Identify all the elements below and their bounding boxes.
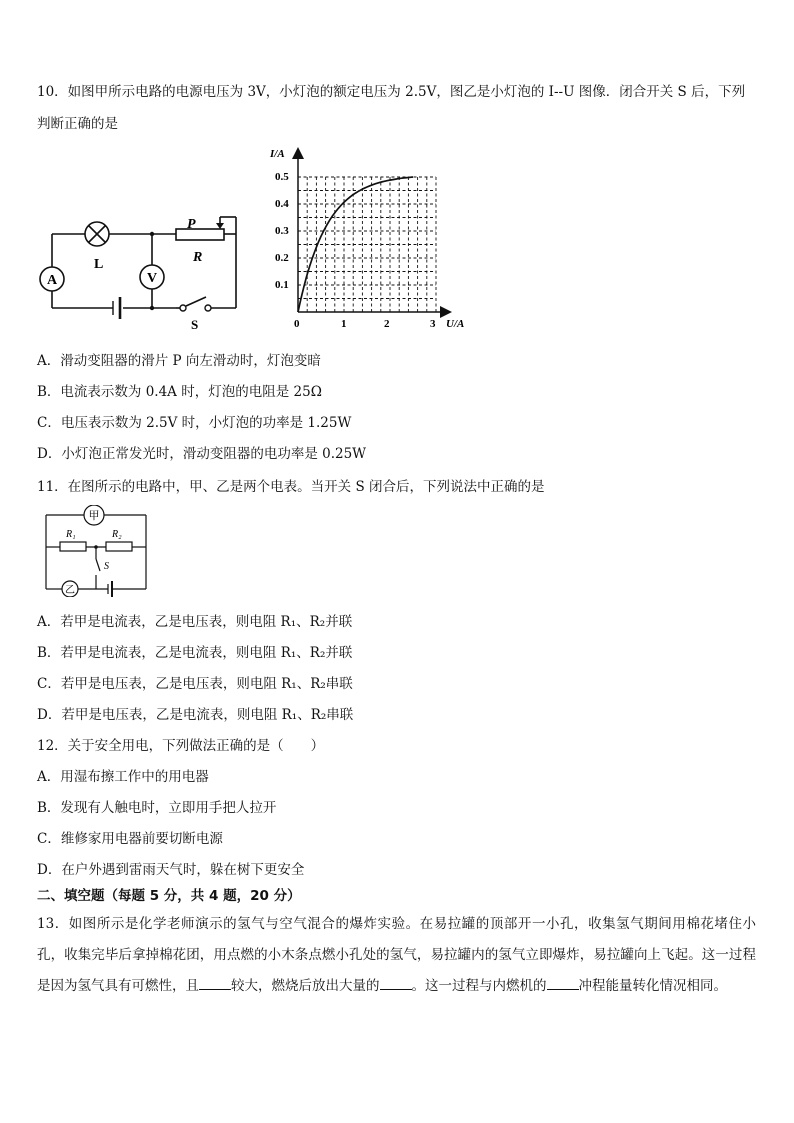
q11-circuit-diagram: [40, 505, 150, 597]
q10-stem-line2: 判断正确的是: [37, 116, 118, 132]
q10-option-d[interactable]: D．小灯泡正常发光时，滑动变阻器的电功率是 0.25W: [37, 446, 367, 462]
q13-blank-2[interactable]: [380, 975, 412, 990]
q12-option-a[interactable]: A．用湿布擦工作中的用电器: [37, 769, 209, 785]
q13-blank-3[interactable]: [547, 975, 579, 990]
y-axis-label: I/A: [270, 148, 285, 160]
q13-text-part3: 。这一过程与内燃机的: [411, 978, 547, 994]
q10-circuit-diagram: [36, 205, 246, 335]
q11-option-c[interactable]: C．若甲是电压表，乙是电压表，则电阻 R₁、R₂串联: [37, 676, 353, 692]
q10-stem-line1: 10．如图甲所示电路的电源电压为 3V，小灯泡的额定电压为 2.5V，图乙是小灯泡的 I--U 图像．闭合开关 S 后，下列: [37, 84, 746, 100]
y-tick-label: 0.4: [275, 198, 289, 210]
r2-label: R₂: [112, 529, 122, 540]
q11-option-b[interactable]: B．若甲是电流表，乙是电流表，则电阻 R₁、R₂并联: [37, 645, 353, 661]
section-heading: 二、填空题（每题 5 分，共 4 题，20 分）: [37, 888, 301, 904]
q12-option-b[interactable]: B．发现有人触电时，立即用手把人拉开: [37, 800, 277, 816]
q11-stem: 11．在图所示的电路中，甲、乙是两个电表。当开关 S 闭合后，下列说法中正确的是: [37, 479, 545, 495]
q10-iu-graph: [268, 145, 478, 335]
r1-label: R₁: [66, 529, 76, 540]
x-axis-label: U/A: [446, 318, 465, 330]
switch-label: S: [104, 561, 109, 572]
x-tick-label: 0: [294, 318, 300, 330]
meter-yi-label: 乙: [65, 585, 75, 596]
lamp-label: L: [94, 257, 104, 272]
meter-jia-label: 甲: [88, 510, 100, 522]
q13-stem: [37, 909, 756, 1002]
voltmeter-label: V: [146, 271, 158, 286]
slider-label: P: [187, 217, 196, 232]
x-tick-label: 1: [341, 318, 347, 330]
q11-option-d[interactable]: D．若甲是电压表，乙是电流表，则电阻 R₁、R₂串联: [37, 707, 354, 723]
q13-blank-1[interactable]: [199, 975, 231, 990]
x-tick-label: 2: [384, 318, 390, 330]
x-tick-label: 3: [430, 318, 436, 330]
q13-text-part1: 13．如图所示是化学老师演示的氢气与空气混合的爆炸实验。在易拉罐的顶部开一小孔，收集氢气期间用棉花堵住小孔，收集完毕后拿掉棉花团，用点燃的小木条点燃小孔处的氢气，易拉罐内的氢气立即爆炸，易拉罐向上飞起。这一过程是因为氢气具有可燃性，且: [37, 916, 756, 994]
q10-option-a[interactable]: A．滑动变阻器的滑片 P 向左滑动时，灯泡变暗: [37, 353, 321, 369]
q13-text-part2: 较大，燃烧后放出大量的: [231, 978, 380, 994]
rheostat-label: R: [193, 250, 203, 265]
q10-option-c[interactable]: C．电压表示数为 2.5V 时，小灯泡的功率是 1.25W: [37, 415, 352, 431]
q12-option-d[interactable]: D．在户外遇到雷雨天气时，躲在树下更安全: [37, 862, 305, 878]
q13-text-part4: 冲程能量转化情况相同。: [578, 978, 727, 994]
ammeter-label: A: [46, 273, 58, 288]
switch-label: S: [191, 317, 199, 332]
y-tick-label: 0.3: [275, 225, 289, 237]
y-tick-label: 0.1: [275, 279, 289, 291]
y-tick-label: 0.5: [275, 171, 289, 183]
q10-option-b[interactable]: B．电流表示数为 0.4A 时，灯泡的电阻是 25Ω: [37, 384, 322, 400]
q12-option-c[interactable]: C．维修家用电器前要切断电源: [37, 831, 223, 847]
y-tick-label: 0.2: [275, 252, 289, 264]
q11-option-a[interactable]: A．若甲是电流表，乙是电压表，则电阻 R₁、R₂并联: [37, 614, 353, 630]
q12-stem: 12．关于安全用电，下列做法正确的是（ ）: [37, 738, 325, 754]
